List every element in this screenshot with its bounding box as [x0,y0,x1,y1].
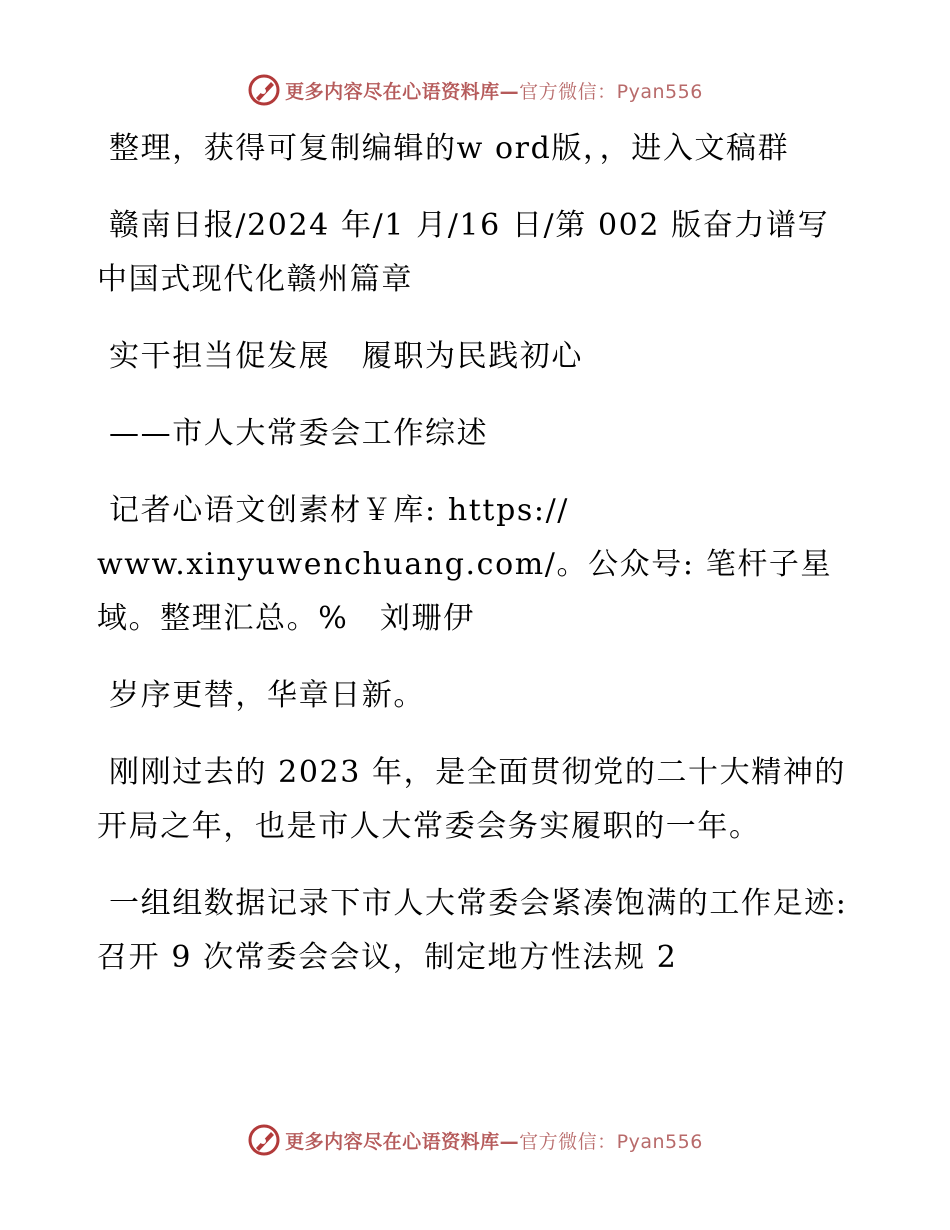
banner-wechat: 官方微信：Pyan556 [519,1130,703,1153]
pen-logo-icon [247,1123,281,1157]
paragraph: 整理，获得可复制编辑的w ord版，，进入文稿群 [109,131,790,166]
paragraph: 记者心语文创素材￥库: https:// www.xinyuwenchuang.com/。公众号: 笔杆子星域。整理汇总。% 刘珊伊 [97,493,833,636]
paragraph: ——市人大常委会工作综述 [109,416,489,451]
document-body [97,122,857,1008]
paragraph: 赣南日报/2024 年/1 月/16 日/第 002 版奋力谱写中国式现代化赣州篇章 [97,208,830,297]
paragraph: 一组组数据记录下市人大常委会紧凑饱满的工作足迹: 召开 9 次常委会会议，制定地方性法规 2 [97,886,848,975]
paragraph: 实干担当促发展 履职为民践初心 [109,339,583,374]
paragraph: 刚刚过去的 2023 年，是全面贯彻党的二十大精神的开局之年，也是市人大常委会务实履职的一年。 [97,755,847,844]
pen-logo-icon [247,73,281,107]
paragraph: 岁序更替，华章日新。 [109,678,425,713]
header-banner [0,70,950,110]
banner-title: 更多内容尽在心语资料库— [285,80,520,103]
banner-title: 更多内容尽在心语资料库— [285,1130,520,1153]
footer-banner [0,1120,950,1160]
banner-wechat: 官方微信：Pyan556 [519,80,703,103]
